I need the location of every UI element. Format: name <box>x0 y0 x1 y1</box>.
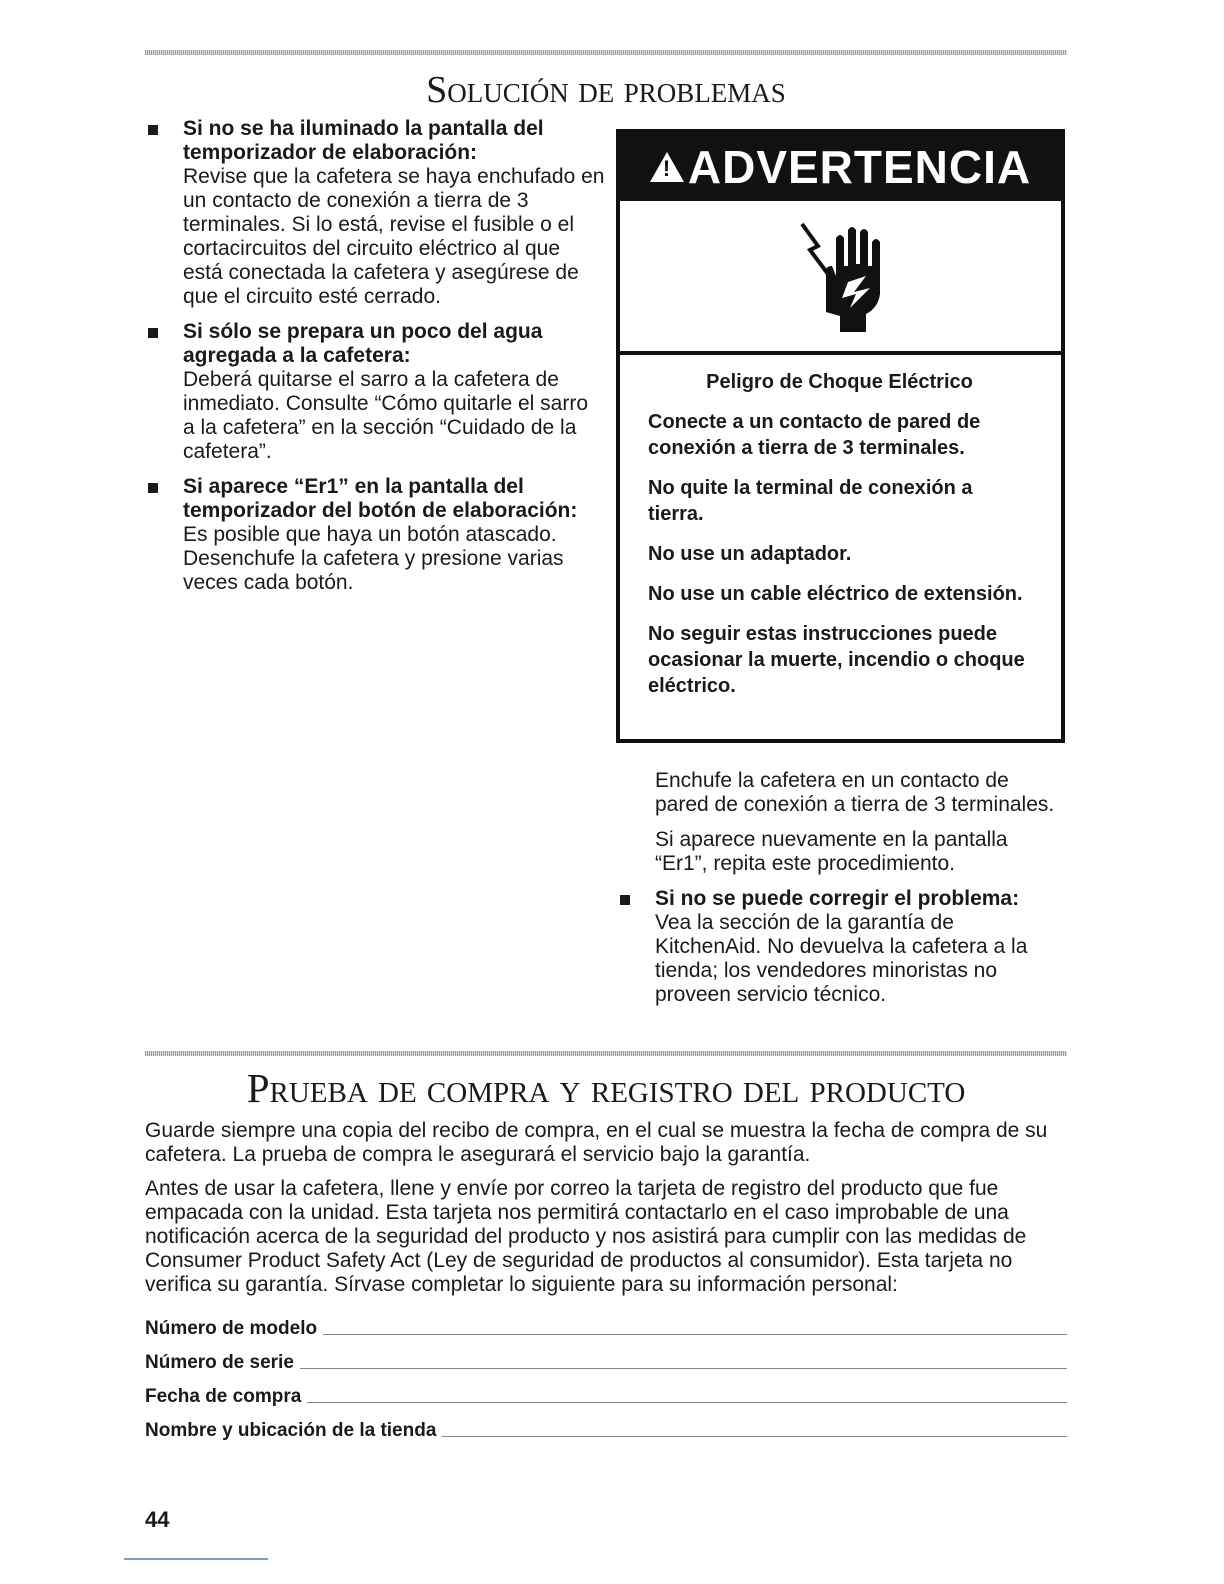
item-body: Es posible que haya un botón atascado. Desenchufe la cafetera y presione varias veces cada botón. <box>183 523 564 594</box>
bullet-square-icon <box>148 328 158 338</box>
field-line[interactable] <box>307 1402 1067 1403</box>
registration-paragraph: Guarde siempre una copia del recibo de compra, en el cual se muestra la fecha de compra de su cafetera. La prueba de compra le asegurará el servicio bajo la garantía. <box>145 1119 1048 1166</box>
registration-section <box>145 1119 1067 1443</box>
field-label: Número de modelo <box>145 1318 318 1339</box>
warning-header-label: ADVERTENCIA <box>687 141 1032 193</box>
warning-line: No quite la terminal de conexión a tierra. <box>648 477 973 525</box>
bullet-square-icon <box>148 125 158 135</box>
field-line[interactable] <box>442 1436 1067 1437</box>
item-heading: Si aparece “Er1” en la pantalla del temporizador del botón de elaboración: <box>183 475 578 522</box>
item-heading: Si no se ha iluminado la pantalla del temporizador de elaboración: <box>183 117 544 164</box>
item-body: Vea la sección de la garantía de KitchenAid. No devuelva la cafetera a la tienda; los vendedores minoristas no proveen servicio técnico. <box>655 911 1028 1006</box>
middle-divider <box>145 1051 1067 1056</box>
item-heading: Si sólo se prepara un poco del agua agregada a la cafetera: <box>183 320 543 367</box>
right-column <box>655 769 1065 1018</box>
warning-line: No use un adaptador. <box>648 543 852 565</box>
page-number: 44 <box>145 1507 170 1532</box>
warning-box <box>616 129 1065 743</box>
warning-text <box>620 355 1061 699</box>
list-item <box>617 887 1065 1007</box>
warning-line: Conecte a un contacto de pared de conexión a tierra de 3 terminales. <box>648 411 981 459</box>
warning-icon-area <box>620 201 1061 355</box>
purchase-date-field[interactable] <box>145 1375 1067 1409</box>
footer-underline <box>124 1558 268 1560</box>
warning-line: No seguir estas instrucciones puede ocasionar la muerte, incendio o choque eléctrico. <box>648 623 1025 697</box>
item-body: Revise que la cafetera se haya enchufado en un contacto de conexión a tierra de 3 terminales. Si lo está, revise el fusible o el cortacircuitos del circuito eléctrico al que está conectada la cafetera y asegúrese de que el circuito esté cerrado. <box>183 165 605 308</box>
field-label: Fecha de compra <box>145 1386 302 1407</box>
field-line[interactable] <box>323 1334 1067 1335</box>
field-label: Número de serie <box>145 1352 294 1373</box>
troubleshooting-title: Solución de problemas <box>426 69 786 111</box>
right-paragraph: Enchufe la cafetera en un contacto de pared de conexión a tierra de 3 terminales. <box>655 769 1055 816</box>
list-item <box>145 320 605 464</box>
field-line[interactable] <box>300 1368 1067 1369</box>
warning-triangle-icon <box>650 152 684 182</box>
item-heading: Si no se puede corregir el problema: <box>655 887 1020 910</box>
troubleshooting-list <box>145 117 605 606</box>
top-divider <box>145 50 1067 55</box>
list-item <box>145 475 605 595</box>
serial-number-field[interactable] <box>145 1341 1067 1375</box>
registration-paragraph: Antes de usar la cafetera, llene y envíe por correo la tarjeta de registro del producto que fue empacada con la unidad. Esta tarjeta nos permitirá contactarlo en el caso improbable de una notificación acerca de la seguridad del producto y nos asistirá para cumplir con las medidas de Consumer Product Safety Act (Ley de seguridad de productos al consumidor). Esta tarjeta no verifica su garantía. Sírvase completar lo siguiente para su información personal: <box>145 1177 1027 1296</box>
right-paragraph: Si aparece nuevamente en la pantalla “Er1”, repita este procedimiento. <box>655 828 1008 875</box>
item-body: Deberá quitarse el sarro a la cafetera de inmediato. Consulte “Cómo quitarle el sarro a la cafetera” en la sección “Cuidado de la cafetera”. <box>183 368 589 463</box>
registration-title: Prueba de compra y registro del producto <box>246 1065 966 1111</box>
store-name-field[interactable] <box>145 1409 1067 1443</box>
warning-header <box>620 133 1061 201</box>
warning-line: No use un cable eléctrico de extensión. <box>648 583 1023 605</box>
list-item <box>145 117 605 309</box>
field-label: Nombre y ubicación de la tienda <box>145 1420 437 1441</box>
electric-shock-hand-icon <box>796 216 886 336</box>
bullet-square-icon <box>148 483 158 493</box>
warning-subtitle: Peligro de Choque Eléctrico <box>706 371 973 393</box>
model-number-field[interactable] <box>145 1307 1067 1341</box>
bullet-square-icon <box>620 895 630 905</box>
